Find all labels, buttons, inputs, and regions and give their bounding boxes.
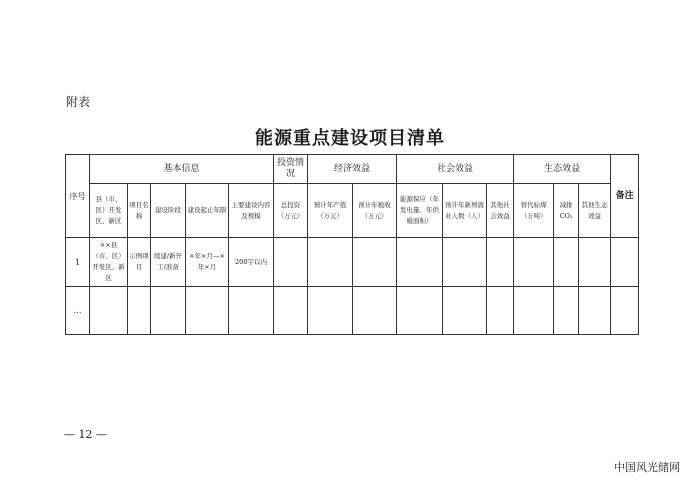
cell-empty <box>353 238 397 287</box>
cell-empty <box>514 287 554 335</box>
header-annual-output: 预计年产值（万元） <box>308 184 353 238</box>
header-coal-replace: 替代标煤（万吨） <box>514 184 554 238</box>
header-other-social: 其他社会效益 <box>487 184 514 238</box>
header-basic-info: 基本信息 <box>90 155 274 184</box>
table-row <box>66 287 639 335</box>
cell-empty <box>443 287 487 335</box>
header-energy-supply: 能源保应（年发电量、年供暖面积） <box>397 184 443 238</box>
cell-empty <box>487 238 514 287</box>
cell-empty <box>487 287 514 335</box>
header-stage: 建设阶段 <box>151 184 186 238</box>
header-project-name: 项目名称 <box>128 184 151 238</box>
cell-empty <box>443 238 487 287</box>
cell-empty <box>554 287 579 335</box>
cell-empty <box>579 238 611 287</box>
header-co2-reduce: 减排CO₂ <box>554 184 579 238</box>
cell-county: ××县（市、区）开发区、新区 <box>90 238 128 287</box>
header-remarks: 备注 <box>611 155 639 238</box>
cell-empty <box>611 287 639 335</box>
header-county: 县（市、区）开发区、新区 <box>90 184 128 238</box>
cell-seq: 1 <box>66 238 90 287</box>
cell-empty <box>353 287 397 335</box>
cell-empty <box>128 287 151 335</box>
page-number: — 12 — <box>64 428 107 441</box>
cell-period: ×年×月—×年×月 <box>186 238 229 287</box>
cell-empty <box>514 238 554 287</box>
table-row <box>66 238 639 287</box>
cell-empty <box>308 238 353 287</box>
cell-empty <box>554 238 579 287</box>
cell-empty <box>229 287 274 335</box>
header-content: 主要建设内容及规模 <box>229 184 274 238</box>
header-seq: 序号 <box>66 155 90 238</box>
cell-empty <box>611 238 639 287</box>
header-economic: 经济效益 <box>308 155 397 184</box>
cell-seq: … <box>66 287 90 335</box>
cell-project-name: 示例项目 <box>128 238 151 287</box>
header-other-eco: 其他生态效益 <box>579 184 611 238</box>
cell-empty <box>151 287 186 335</box>
header-period: 建设起止年限 <box>186 184 229 238</box>
cell-empty <box>308 287 353 335</box>
cell-content: 200字以内 <box>229 238 274 287</box>
cell-empty <box>397 287 443 335</box>
cell-empty <box>579 287 611 335</box>
cell-empty <box>397 238 443 287</box>
header-jobs: 预计年新增就业人数（人） <box>443 184 487 238</box>
cell-empty <box>274 238 308 287</box>
cell-stage: 续建/新开工/准备 <box>151 238 186 287</box>
header-total-investment: 总投资（万元） <box>274 184 308 238</box>
document-title: 能源重点建设项目清单 <box>255 128 445 149</box>
watermark-text: 中国风光储网 <box>614 461 680 474</box>
cell-empty <box>186 287 229 335</box>
header-annual-tax: 预计年税收（万元） <box>353 184 397 238</box>
attachment-label: 附表 <box>66 95 91 109</box>
cell-empty <box>90 287 128 335</box>
header-investment: 投资情况 <box>274 155 308 184</box>
header-social: 社会效益 <box>397 155 514 184</box>
cell-empty <box>274 287 308 335</box>
header-ecological: 生态效益 <box>514 155 611 184</box>
project-list-table <box>65 154 639 335</box>
